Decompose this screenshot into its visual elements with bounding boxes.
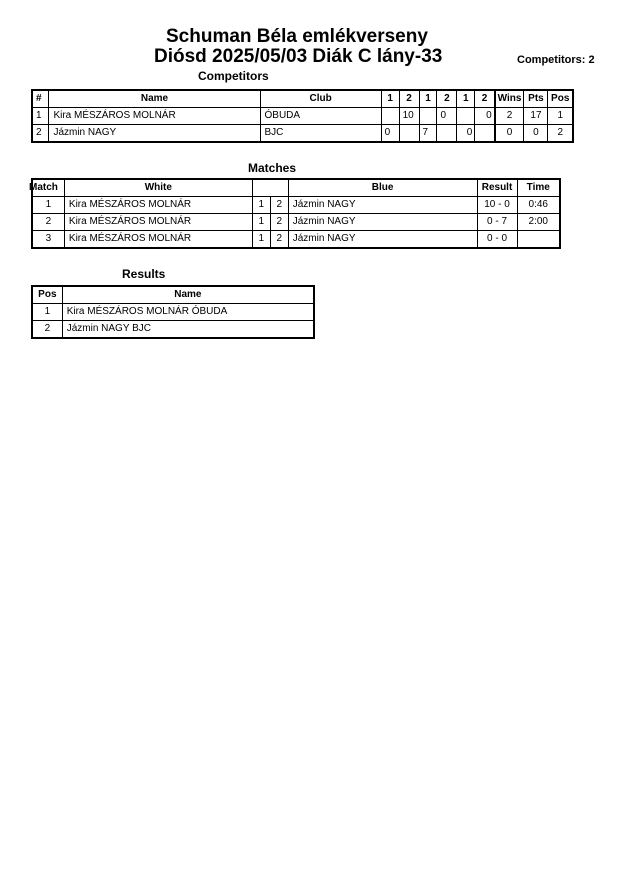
competitor-pos: 2 [548, 125, 573, 143]
col-pos: Pos [548, 90, 573, 108]
matches-table [31, 178, 561, 249]
score-cell: 0 [475, 108, 495, 125]
competitor-pts: 0 [524, 125, 548, 143]
result-pos: 1 [32, 304, 62, 321]
col-num: # [32, 90, 49, 108]
competitor-name: Kira MÉSZÁROS MOLNÁR [49, 108, 260, 125]
table-row [32, 197, 560, 214]
competitors-count: Competitors: 2 [517, 54, 595, 66]
competitor-club: ÓBUDA [260, 108, 381, 125]
col-match [29, 179, 64, 197]
competitor-club: BJC [260, 125, 381, 143]
score-cell [475, 125, 495, 143]
match-white-num: 1 [252, 197, 270, 214]
match-num: 1 [32, 197, 64, 214]
matches-header-row [32, 179, 560, 197]
match-white: Kira MÉSZÁROS MOLNÁR [64, 214, 252, 231]
table-row [32, 125, 573, 143]
col-blue-num [270, 179, 288, 197]
match-blue: Jázmin NAGY [288, 214, 477, 231]
results-header-row [32, 286, 314, 304]
match-result: 0 - 7 [477, 214, 517, 231]
result-name: Kira MÉSZÁROS MOLNÁR ÓBUDA [62, 304, 314, 321]
col-round: 2 [399, 90, 419, 108]
col-match-label: Match [29, 182, 58, 193]
col-pos: Pos [32, 286, 62, 304]
table-row [32, 214, 560, 231]
score-cell: 0 [381, 125, 399, 143]
match-white: Kira MÉSZÁROS MOLNÁR [64, 197, 252, 214]
col-club: Club [260, 90, 381, 108]
competitors-header-row [32, 90, 573, 108]
score-cell: 10 [399, 108, 419, 125]
match-result: 10 - 0 [477, 197, 517, 214]
match-num: 3 [32, 231, 64, 249]
match-time [517, 231, 560, 249]
score-cell: 0 [437, 108, 457, 125]
col-round: 1 [419, 90, 437, 108]
col-result: Result [477, 179, 517, 197]
col-wins: Wins [495, 90, 524, 108]
competitor-wins: 2 [495, 108, 524, 125]
col-name: Name [49, 90, 260, 108]
col-white-num [252, 179, 270, 197]
competitor-pts: 17 [524, 108, 548, 125]
competitors-table [31, 89, 574, 143]
match-blue-num: 2 [270, 197, 288, 214]
col-name: Name [62, 286, 314, 304]
results-table [31, 285, 315, 339]
score-cell: 0 [457, 125, 475, 143]
match-result: 0 - 0 [477, 231, 517, 249]
col-white: White [64, 179, 252, 197]
match-blue-num: 2 [270, 214, 288, 231]
col-pts: Pts [524, 90, 548, 108]
col-round: 1 [457, 90, 475, 108]
table-row [32, 108, 573, 125]
col-round: 1 [381, 90, 399, 108]
col-round: 2 [437, 90, 457, 108]
competitor-name: Jázmin NAGY [49, 125, 260, 143]
col-round: 2 [475, 90, 495, 108]
score-cell [437, 125, 457, 143]
score-cell [381, 108, 399, 125]
competitor-wins: 0 [495, 125, 524, 143]
match-num: 2 [32, 214, 64, 231]
matches-label: Matches [248, 161, 297, 175]
competitors-label: Competitors [198, 69, 269, 83]
competitor-num: 2 [32, 125, 49, 143]
table-row [32, 304, 314, 321]
match-blue: Jázmin NAGY [288, 197, 477, 214]
match-time: 0:46 [517, 197, 560, 214]
col-time: Time [517, 179, 560, 197]
match-blue-num: 2 [270, 231, 288, 249]
score-cell: 7 [419, 125, 437, 143]
match-blue: Jázmin NAGY [288, 231, 477, 249]
match-time: 2:00 [517, 214, 560, 231]
event-name: Schuman Béla emlékverseny [166, 26, 428, 47]
match-white-num: 1 [252, 214, 270, 231]
result-name: Jázmin NAGY BJC [62, 321, 314, 339]
results-label: Results [122, 267, 166, 281]
table-row [32, 231, 560, 249]
page-title-line2: Diósd 2025/05/03 Diák C lány-33 [154, 46, 443, 67]
score-cell [419, 108, 437, 125]
col-blue: Blue [288, 179, 477, 197]
match-white: Kira MÉSZÁROS MOLNÁR [64, 231, 252, 249]
table-row [32, 321, 314, 339]
competitor-num: 1 [32, 108, 49, 125]
competitor-pos: 1 [548, 108, 573, 125]
score-cell [457, 108, 475, 125]
match-white-num: 1 [252, 231, 270, 249]
score-cell [399, 125, 419, 143]
result-pos: 2 [32, 321, 62, 339]
